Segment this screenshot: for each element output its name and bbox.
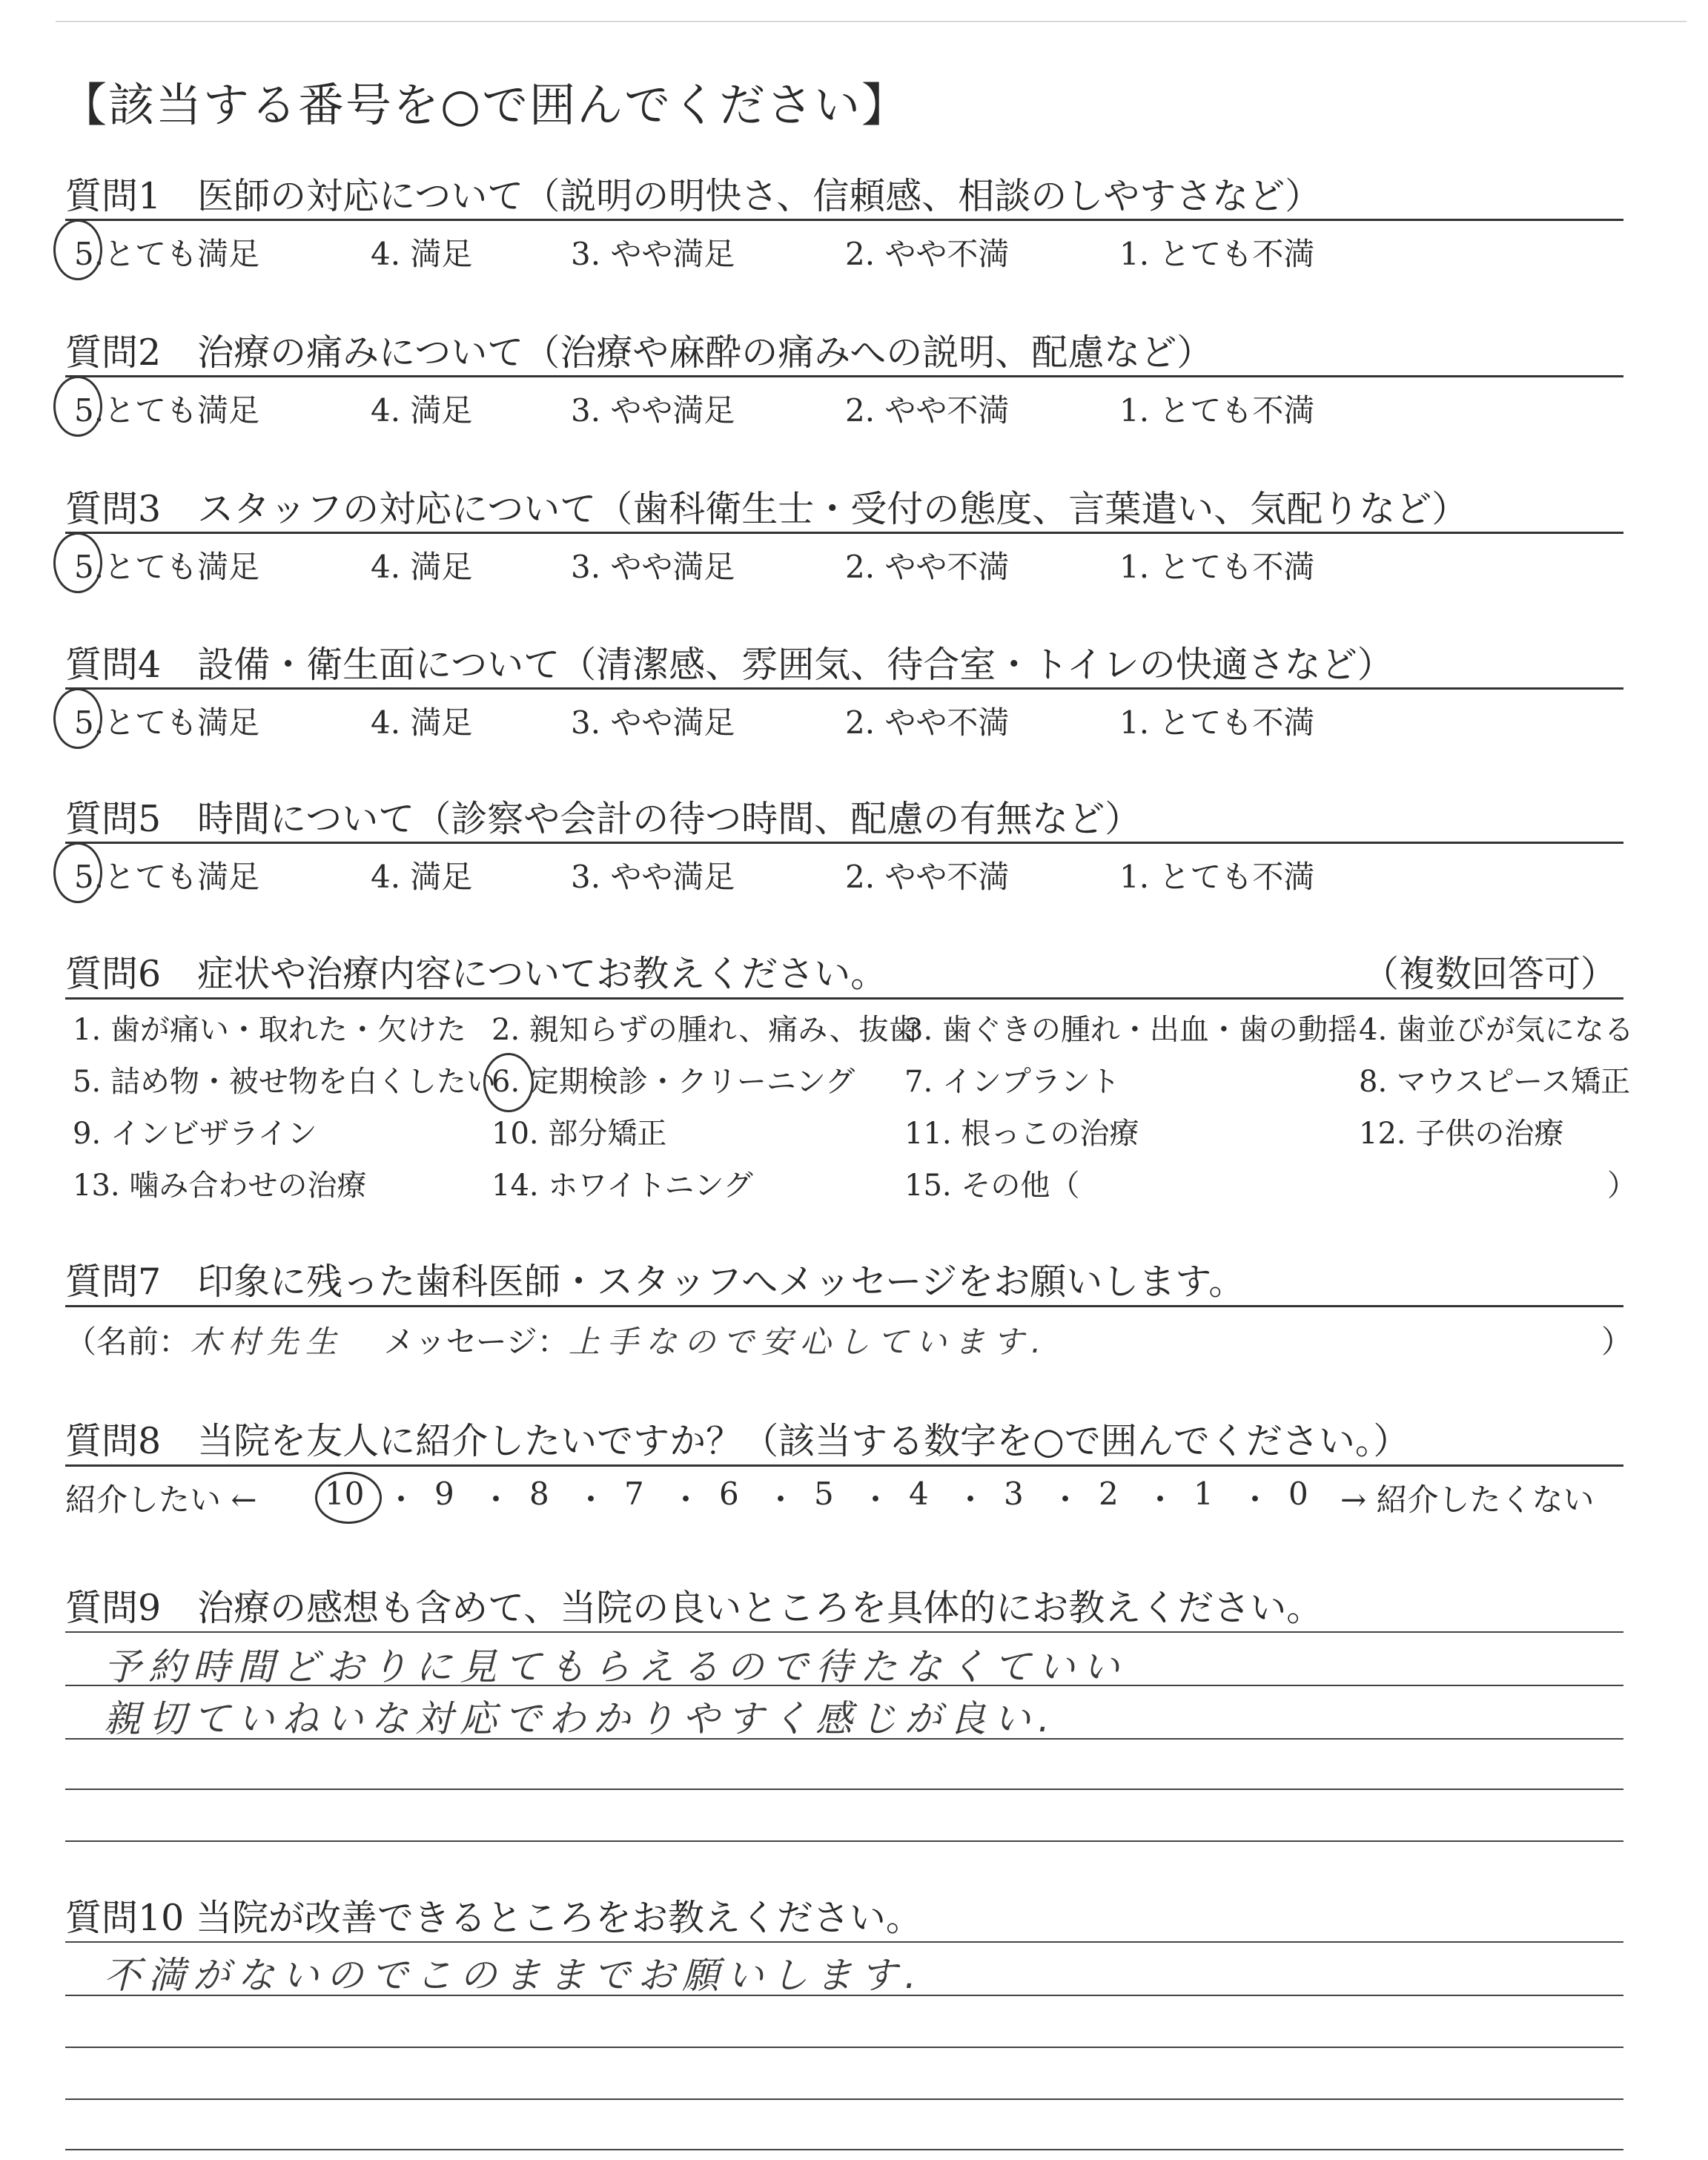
option-2[interactable]: 2. やや不満 <box>845 392 1010 429</box>
scale-value[interactable]: 5 <box>814 1476 834 1512</box>
question-5-rule <box>65 842 1623 844</box>
page-top-edge <box>56 21 1687 22</box>
answer-line <box>65 2047 1623 2048</box>
symptom-item[interactable]: 13. 噛み合わせの治療 <box>73 1169 367 1203</box>
answer-line <box>65 1685 1623 1686</box>
symptom-checklist <box>73 1006 1637 1214</box>
option-2[interactable]: 2. やや不満 <box>845 236 1010 272</box>
option-4[interactable]: 4. 満足 <box>371 859 473 895</box>
question-3-options <box>74 543 1557 587</box>
symptom-item[interactable]: 12. 子供の治療 <box>1359 1117 1564 1151</box>
scale-separator: ・ <box>1239 1482 1271 1518</box>
answer-line <box>65 1631 1623 1633</box>
selection-circle <box>483 1053 534 1112</box>
question-4-rule <box>65 687 1623 690</box>
question-6-rule <box>65 997 1623 1000</box>
question-5-options <box>74 853 1557 897</box>
answer-line <box>65 1995 1623 1996</box>
symptom-item[interactable]: 9. インビザライン <box>73 1117 317 1151</box>
scale-value[interactable]: 10 <box>325 1476 365 1512</box>
scale-value[interactable]: 4 <box>909 1476 929 1512</box>
option-5[interactable]: 5.とても満足 <box>74 549 260 585</box>
scale-value[interactable]: 7 <box>624 1476 644 1512</box>
question-5-title: 質問5 時間について（診察や会計の待つ時間、配慮の有無など） <box>65 798 1142 840</box>
name-label: （名前： <box>65 1324 191 1360</box>
symptom-item[interactable]: 2. 親知らずの腫れ、痛み、抜歯 <box>491 1013 918 1047</box>
answer-line <box>65 1840 1623 1842</box>
scale-value[interactable]: 6 <box>719 1476 739 1512</box>
symptom-item[interactable]: 4. 歯並びが気になる <box>1359 1013 1634 1047</box>
option-3[interactable]: 3. やや満足 <box>571 549 735 585</box>
question-2-title: 質問2 治療の痛みについて（治療や麻酔の痛みへの説明、配慮など） <box>65 331 1214 374</box>
symptom-item[interactable]: 6. 定期検診・クリーニング <box>491 1065 855 1099</box>
option-4[interactable]: 4. 満足 <box>371 236 473 272</box>
question-9-title: 質問9 治療の感想も含めて、当院の良いところを具体的にお教えください。 <box>65 1587 1323 1629</box>
selection-circle <box>53 688 102 749</box>
option-5[interactable]: 5.とても満足 <box>74 704 260 741</box>
selection-circle <box>53 376 102 437</box>
option-5[interactable]: 5.とても満足 <box>74 859 260 895</box>
option-1[interactable]: 1. とても不満 <box>1119 549 1315 585</box>
scale-separator: ・ <box>765 1482 797 1518</box>
scale-right-label: → 紹介したくない <box>1340 1482 1595 1518</box>
scale-value[interactable]: 3 <box>1004 1476 1024 1512</box>
scale-separator: ・ <box>860 1482 892 1518</box>
scale-value[interactable]: 2 <box>1099 1476 1119 1512</box>
question-1-rule <box>65 219 1623 221</box>
name-value[interactable]: 木村先生 <box>190 1324 345 1360</box>
scale-left-label: 紹介したい ← <box>65 1482 257 1518</box>
scale-separator: ・ <box>1145 1482 1176 1518</box>
question-7-rule <box>65 1305 1623 1307</box>
option-4[interactable]: 4. 満足 <box>371 704 473 741</box>
option-4[interactable]: 4. 満足 <box>371 392 473 429</box>
selection-circle <box>53 842 102 903</box>
option-1[interactable]: 1. とても不満 <box>1119 392 1315 429</box>
symptom-item[interactable]: 10. 部分矯正 <box>491 1117 667 1151</box>
answer-text-1[interactable]: 不満がないのでこのままでお願いします. <box>104 1954 924 1997</box>
question-6-title: 質問6 症状や治療内容についてお教えください。 <box>65 953 887 995</box>
question-2-options <box>74 386 1557 431</box>
scale-separator: ・ <box>670 1482 702 1518</box>
question-2-rule <box>65 375 1623 377</box>
scale-separator: ・ <box>955 1482 987 1518</box>
scale-separator: ・ <box>575 1482 607 1518</box>
question-8-rule <box>65 1464 1623 1467</box>
answer-line <box>65 1941 1623 1943</box>
scale-value[interactable]: 1 <box>1194 1476 1214 1512</box>
selection-circle <box>53 532 102 593</box>
message-close-paren: ） <box>1601 1324 1633 1360</box>
question-4-title: 質問4 設備・衛生面について（清潔感、雰囲気、待合室・トイレの快適さなど） <box>65 644 1394 686</box>
symptom-item[interactable]: 7. インプラント <box>904 1065 1120 1099</box>
scale-separator: ・ <box>385 1482 417 1518</box>
scale-separator: ・ <box>1050 1482 1082 1518</box>
selection-circle <box>53 219 102 280</box>
symptom-item[interactable]: 11. 根っこの治療 <box>904 1117 1139 1151</box>
option-1[interactable]: 1. とても不満 <box>1119 859 1315 895</box>
option-5[interactable]: 5.とても満足 <box>74 392 260 429</box>
scale-separator: ・ <box>480 1482 512 1518</box>
question-1-options <box>74 230 1557 274</box>
option-2[interactable]: 2. やや不満 <box>845 549 1010 585</box>
symptom-item[interactable]: 15. その他（ <box>904 1169 1080 1203</box>
question-6-note: （複数回答可） <box>1363 953 1618 995</box>
scale-value[interactable]: 0 <box>1288 1476 1308 1512</box>
question-8-title: 質問8 当院を友人に紹介したいですか？（該当する数字を○で囲んでください。） <box>65 1420 1410 1462</box>
option-3[interactable]: 3. やや満足 <box>571 704 735 741</box>
symptom-item[interactable]: 8. マウスピース矯正 <box>1359 1065 1631 1099</box>
message-label: メッセージ： <box>383 1324 569 1360</box>
option-3[interactable]: 3. やや満足 <box>571 236 735 272</box>
answer-line <box>65 1789 1623 1790</box>
symptom-item[interactable]: 5. 詰め物・被せ物を白くしたい <box>73 1065 496 1099</box>
question-3-title: 質問3 スタッフの対応について（歯科衛生士・受付の態度、言葉遣い、気配りなど） <box>65 488 1469 530</box>
scale-value[interactable]: 8 <box>529 1476 549 1512</box>
option-2[interactable]: 2. やや不満 <box>845 859 1010 895</box>
answer-line <box>65 2149 1623 2150</box>
scale-value[interactable]: 9 <box>434 1476 454 1512</box>
option-4[interactable]: 4. 満足 <box>371 549 473 585</box>
question-4-options <box>74 698 1557 743</box>
symptom-item[interactable]: 14. ホワイトニング <box>491 1169 753 1203</box>
option-1[interactable]: 1. とても不満 <box>1119 236 1315 272</box>
option-3[interactable]: 3. やや満足 <box>571 392 735 429</box>
answer-line <box>65 2098 1623 2100</box>
message-line <box>65 1318 1633 1362</box>
other-close-paren: ） <box>1607 1169 1637 1203</box>
option-1[interactable]: 1. とても不満 <box>1119 704 1315 741</box>
question-7-title: 質問7 印象に残った歯科医師・スタッフへメッセージをお願いします。 <box>65 1261 1245 1303</box>
option-5[interactable]: 5.とても満足 <box>74 236 260 272</box>
answer-text-1[interactable]: 予約時間どおりに見てもらえるので待たなくていい <box>104 1645 1127 1688</box>
answer-text-2[interactable]: 親切ていねいな対応でわかりやすく感じが良い. <box>104 1697 1057 1740</box>
option-3[interactable]: 3. やや満足 <box>571 859 735 895</box>
symptom-item[interactable]: 1. 歯が痛い・取れた・欠けた <box>73 1013 466 1047</box>
question-1-title: 質問1 医師の対応について（説明の明快さ、信頼感、相談のしやすさなど） <box>65 175 1322 217</box>
question-3-rule <box>65 532 1623 534</box>
message-value[interactable]: 上手なので安心しています. <box>568 1324 1049 1360</box>
question-10-title: 質問10 当院が改善できるところをお教えください。 <box>65 1897 922 1939</box>
answer-line <box>65 1738 1623 1740</box>
option-2[interactable]: 2. やや不満 <box>845 704 1010 741</box>
selection-circle <box>315 1472 382 1524</box>
symptom-item[interactable]: 3. 歯ぐきの腫れ・出血・歯の動揺 <box>904 1013 1357 1047</box>
form-heading: 【該当する番号を○で囲んでください】 <box>61 78 910 132</box>
